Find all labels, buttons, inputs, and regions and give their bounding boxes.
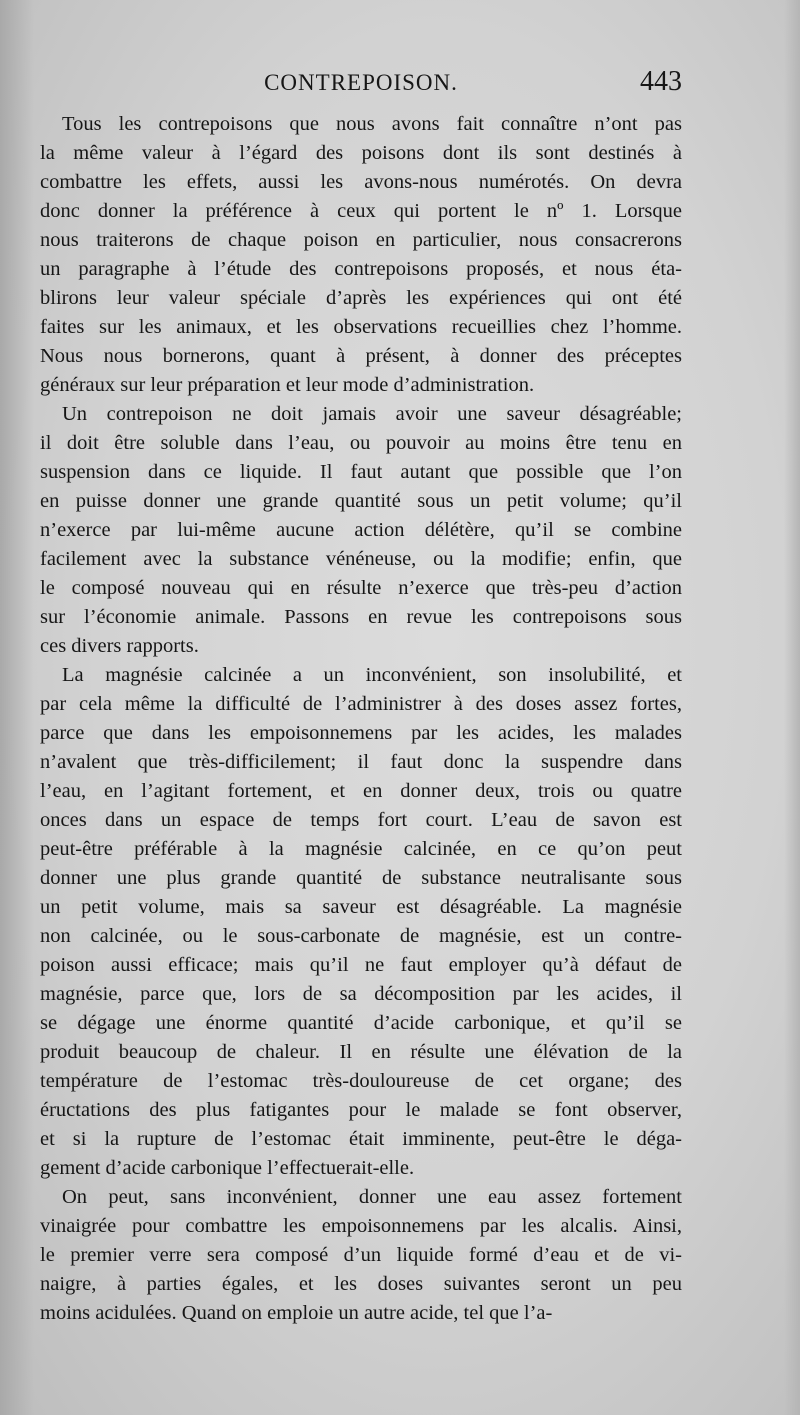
text-line: le premier verre sera composé d’un liquide formé d’eau et de vi- (40, 1244, 682, 1266)
text-line: sur l’économie animale. Passons en revue les contrepoisons sous (40, 606, 682, 628)
text-line: faites sur les animaux, et les observations recueillies chez l’homme. (40, 316, 682, 338)
text-line: combattre les effets, aussi les avons-nous numérotés. On devra (40, 171, 682, 193)
text-line: Tous les contrepoisons que nous avons fait connaître n’ont pas (62, 113, 682, 135)
paragraph (40, 110, 682, 400)
text-line: nous traiterons de chaque poison en particulier, nous consacrerons (40, 229, 682, 251)
text-line: On peut, sans inconvénient, donner une eau assez fortement (62, 1186, 682, 1208)
body-text (40, 110, 682, 1328)
paragraph (40, 661, 682, 1183)
text-line: naigre, à parties égales, et les doses suivantes seront un peu (40, 1273, 682, 1295)
text-line: un petit volume, mais sa saveur est désagréable. La magnésie (40, 896, 682, 918)
text-line: La magnésie calcinée a un inconvénient, son insolubilité, et (62, 664, 682, 686)
text-line: vinaigrée pour combattre les empoisonnemens par les alcalis. Ainsi, (40, 1215, 682, 1237)
text-line: donc donner la préférence à ceux qui portent le nº 1. Lorsque (40, 200, 682, 222)
text-line: onces dans un espace de temps fort court. L’eau de savon est (40, 809, 682, 831)
text-line: poison aussi efficace; mais qu’il ne faut employer qu’à défaut de (40, 954, 682, 976)
text-line: le composé nouveau qui en résulte n’exerce que très-peu d’action (40, 577, 682, 599)
gutter-shadow (0, 0, 34, 1415)
text-line: peut-être préférable à la magnésie calcinée, en ce qu’on peut (40, 838, 682, 860)
text-line: non calcinée, ou le sous-carbonate de magnésie, est un contre- (40, 925, 682, 947)
text-line: ces divers rapports. (40, 635, 199, 657)
paragraph (40, 1183, 682, 1328)
text-line: il doit être soluble dans l’eau, ou pouvoir au moins être tenu en (40, 432, 682, 454)
text-line: Nous nous bornerons, quant à présent, à donner des préceptes (40, 345, 682, 367)
text-line: produit beaucoup de chaleur. Il en résulte une élévation de la (40, 1041, 682, 1063)
paragraph (40, 400, 682, 661)
text-line: un paragraphe à l’étude des contrepoisons proposés, et nous éta- (40, 258, 682, 280)
text-line: gement d’acide carbonique l’effectuerait-elle. (40, 1157, 415, 1179)
text-line: en puisse donner une grande quantité sous un petit volume; qu’il (40, 490, 682, 512)
text-line: l’eau, en l’agitant fortement, et en donner deux, trois ou quatre (40, 780, 682, 802)
text-line: se dégage une énorme quantité d’acide carbonique, et qu’il se (40, 1012, 682, 1034)
page-header (40, 66, 682, 106)
text-line: la même valeur à l’égard des poisons dont ils sont destinés à (40, 142, 682, 164)
text-line: Un contrepoison ne doit jamais avoir une saveur désagréable; (62, 403, 682, 425)
text-line: suspension dans ce liquide. Il faut autant que possible que l’on (40, 461, 682, 483)
text-line: blirons leur valeur spéciale d’après les expériences qui ont été (40, 287, 682, 309)
text-line: éructations des plus fatigantes pour le malade se font observer, (40, 1099, 682, 1121)
page-edge-shadow (784, 0, 800, 1415)
text-line: moins acidulées. Quand on emploie un autre acide, tel que l’a- (40, 1302, 553, 1324)
text-line: n’exerce par lui-même aucune action délétère, qu’il se combine (40, 519, 682, 541)
text-line: parce que dans les empoisonnemens par les acides, les malades (40, 722, 682, 744)
running-head: CONTREPOISON. (264, 70, 458, 95)
text-line: généraux sur leur préparation et leur mode d’administration. (40, 374, 535, 396)
text-line: température de l’estomac très-douloureuse de cet organe; des (40, 1070, 682, 1092)
text-line: par cela même la difficulté de l’administrer à des doses assez fortes, (40, 693, 682, 715)
text-line: facilement avec la substance vénéneuse, ou la modifie; enfin, que (40, 548, 682, 570)
text-line: magnésie, parce que, lors de sa décomposition par les acides, il (40, 983, 682, 1005)
text-line: donner une plus grande quantité de substance neutralisante sous (40, 867, 682, 889)
text-line: et si la rupture de l’estomac était imminente, peut-être le déga- (40, 1128, 682, 1150)
text-line: n’avalent que très-difficilement; il faut donc la suspendre dans (40, 751, 682, 773)
page-number: 443 (640, 66, 682, 97)
